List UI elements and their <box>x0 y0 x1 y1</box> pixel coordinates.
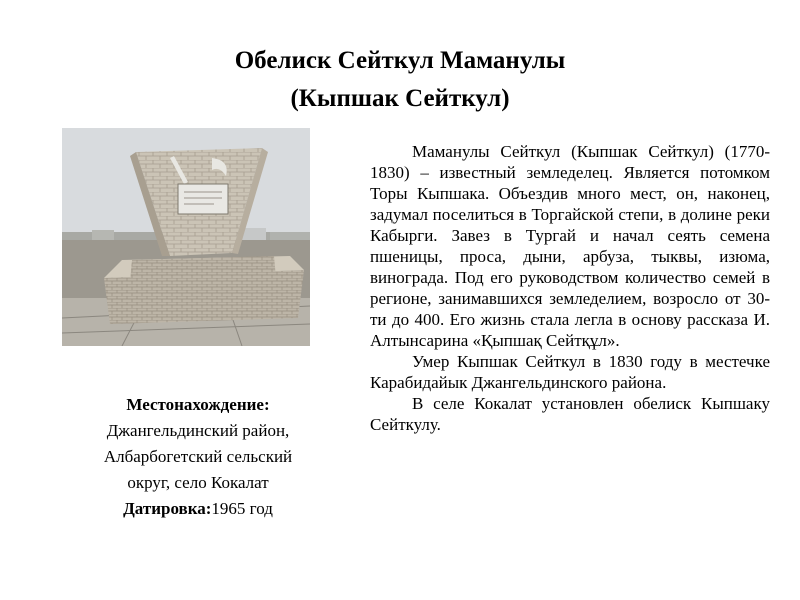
article-text <box>370 141 770 435</box>
location-line-1: Джангельдинский район, <box>106 421 290 440</box>
dating-line <box>62 496 334 522</box>
title-line-1: Обелиск Сейткул Маманулы <box>234 47 566 74</box>
article-paragraph-2: Умер Кыпшак Сейткул в 1830 году в местечке Карабидайык Джангельдинского района. <box>370 352 770 392</box>
date-value: 1965 год <box>211 499 273 518</box>
location-info <box>62 392 334 522</box>
date-label: Датировка: <box>123 499 212 518</box>
article-paragraph-1: Маманулы Сейткул (Кыпшак Сейткул) (1770-1830) – известный земледелец. Является потомком Торы Кыпшака. Объездив много мест, он, наконец, задумал поселиться в Торгайской степи, в долине реки Кабырги. Завез в Тургай и начал сеять семена пшеницы, проса, дыни, арбуза, тыквы, изюма, винограда. Под его руководством количество семей в регионе, занимавшихся земледелием, возросло от 30-ти до 400. Его жизнь стала легла в основу рассказа И. Алтынсарина «Қыпшақ Сейтқұл». <box>370 142 770 350</box>
title-line-2: (Кыпшак Сейткул) <box>290 85 510 112</box>
obelisk-photo <box>62 128 310 346</box>
location-label: Местонахождение: <box>126 395 270 414</box>
location-line-3: округ, село Кокалат <box>127 473 269 492</box>
article-paragraph-3: В селе Кокалат установлен обелиск Кыпшаку Сейткулу. <box>370 394 770 434</box>
location-line-2: Албарбогетский сельский <box>103 447 293 466</box>
page-title <box>0 42 800 118</box>
